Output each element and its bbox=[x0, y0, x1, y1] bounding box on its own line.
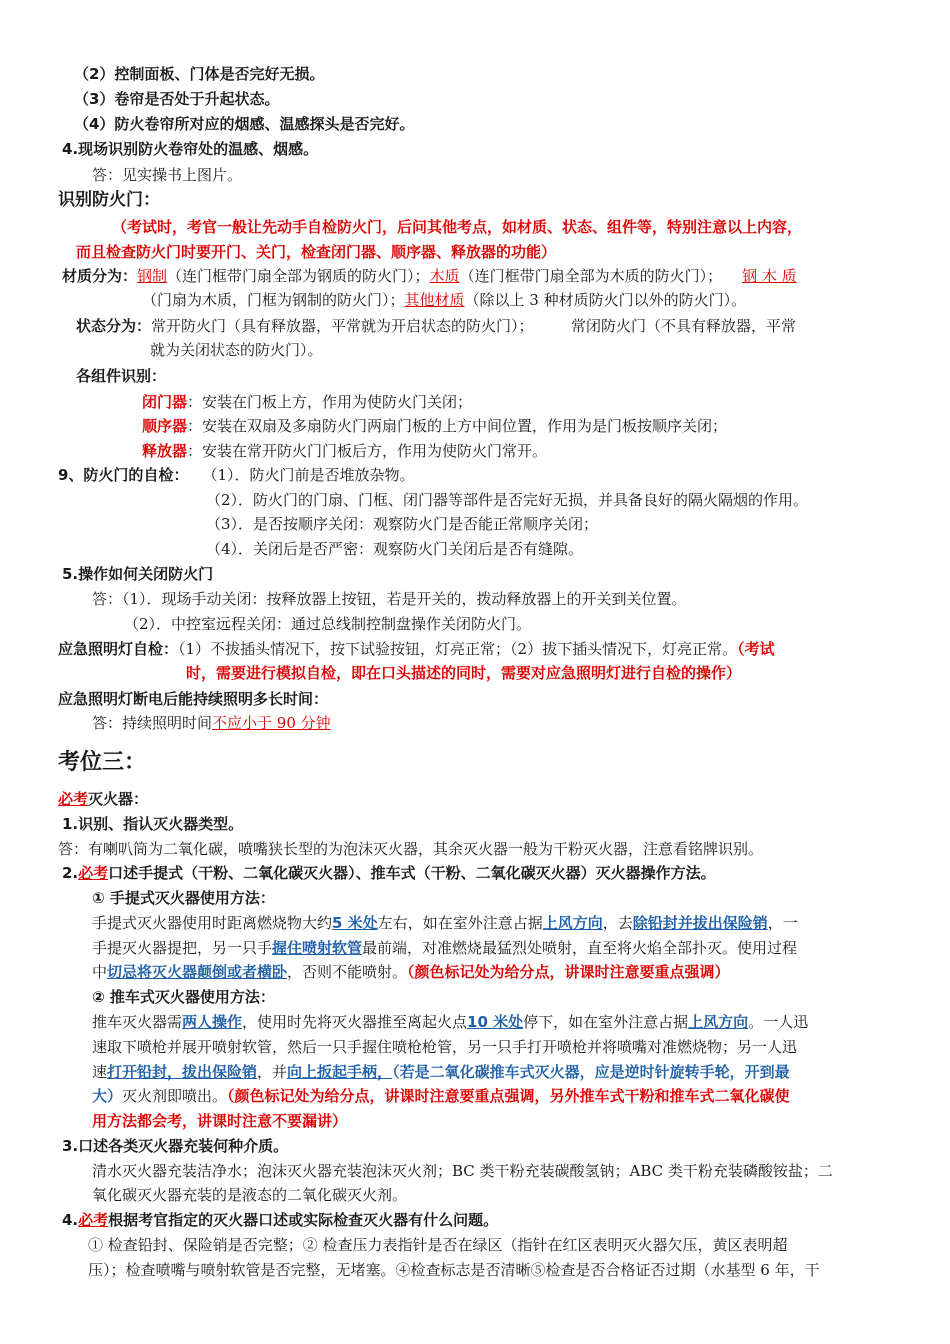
cart-text: 灭火剂即喷出。 bbox=[122, 1087, 228, 1105]
emergency-light-answer-value: 不应小于 90 分钟 bbox=[212, 714, 331, 732]
handheld-text: 手提式灭火器使用时距离燃烧物大约 bbox=[92, 914, 333, 932]
ext-q2-title-line bbox=[62, 863, 716, 883]
ext-q3-line-1: 清水灭火器充装洁净水；泡沫灭火器充装泡沫灭火剂；BC 类干粉充装碳酸氢钠；ABC 类干粉充装磷酸铵盐；二 bbox=[92, 1162, 833, 1180]
ext-q3-title: 3.口述各类灭火器充装何种介质。 bbox=[62, 1137, 289, 1155]
extinguisher-label: 灭火器： bbox=[88, 790, 149, 808]
handheld-key-distance: 5 米处 bbox=[332, 914, 378, 932]
ext-q2-num: 2. bbox=[62, 864, 79, 882]
state-text-2: 就为关闭状态的防火门）。 bbox=[150, 341, 323, 359]
fire-door-note-2: 而且检查防火门时要开门、关门，检查闭门器、顺序器、释放器的功能） bbox=[76, 243, 557, 261]
ext-q4-title-line bbox=[62, 1210, 498, 1230]
cart-key-distance: 10 米处 bbox=[467, 1013, 524, 1031]
material-label: 材质分为： bbox=[62, 267, 138, 285]
handheld-text: ，去 bbox=[602, 914, 633, 932]
cart-key-pin: 打开铅封，拔出保险销 bbox=[107, 1063, 258, 1081]
q5-answer-1: 答：（1）．现场手动关闭：按释放器上按钮，若是开关的，拨动释放器上的开关到关位置。 bbox=[92, 590, 687, 608]
cart-key-handle: 向上扳起手柄， bbox=[287, 1063, 393, 1081]
handheld-key-pin: 除铅封并拔出保险销 bbox=[632, 914, 768, 932]
cart-note-2: 用方法都会考，讲课时注意不要漏讲） bbox=[92, 1112, 348, 1130]
emergency-light-note-a: （考试 bbox=[737, 640, 775, 658]
selfcheck-item-1: （1）．防火门前是否堆放杂物。 bbox=[202, 466, 415, 484]
selfcheck-label: 9、防火门的自检： bbox=[58, 466, 189, 484]
cart-key-co2-end: 大） bbox=[92, 1087, 123, 1105]
material-other-desc: （除以上 3 种材质防火门以外的防火门）。 bbox=[464, 291, 747, 309]
cart-line-4 bbox=[92, 1086, 790, 1106]
sequencer-text: ：安装在双扇及多扇防火门两扇门板的上方中间位置，作用为是门板按顺序关闭； bbox=[187, 417, 728, 435]
material-wood-desc: （连门框带门扇全部为木质的防火门）； bbox=[459, 267, 723, 285]
handheld-text: 左右，如在室外注意占据 bbox=[377, 914, 543, 932]
ext-q1-answer: 答：有喇叭筒为二氧化碳，喷嘴狭长型的为泡沫灭火器，其余灭火器一般为干粉灭火器，注意看铭牌识别。 bbox=[58, 840, 764, 858]
selfcheck-item-3: （3）．是否按顺序关闭：观察防火门是否能正常顺序关闭； bbox=[206, 515, 599, 533]
q4-title: 4.现场识别防火卷帘处的温感、烟感。 bbox=[62, 140, 319, 158]
cart-text: 。一人迅 bbox=[748, 1013, 809, 1031]
ext-q2-must: 必考 bbox=[78, 864, 109, 882]
handheld-line-1 bbox=[92, 913, 798, 933]
material-line-2 bbox=[142, 290, 746, 310]
closer-label: 闭门器 bbox=[142, 393, 188, 411]
ext-q4-title: 根据考官指定的灭火器口述或实际检查灭火器有什么问题。 bbox=[108, 1211, 499, 1229]
selfcheck-item-4: （4）．关闭后是否严密：观察防火门关闭后是否有缝隙。 bbox=[206, 540, 584, 558]
emergency-light-line-1 bbox=[58, 639, 775, 659]
cart-text: ，并 bbox=[257, 1063, 288, 1081]
ext-q3-line-2: 氧化碳灭火器充装的是液态的二氧化碳灭火剂。 bbox=[92, 1186, 408, 1204]
emergency-light-label: 应急照明灯自检： bbox=[58, 640, 179, 658]
handheld-key-hose: 握住喷射软管 bbox=[272, 939, 363, 957]
cart-text: ，使用时先将灭火器推至离起火点 bbox=[242, 1013, 468, 1031]
handheld-text: 手提灭火器提把，另一只手 bbox=[92, 939, 273, 957]
state-text-1: 常开防火门（具有释放器，平常就为开启状态的防火门）； 常闭防火门（不具有释放器，平常 bbox=[151, 317, 797, 335]
cart-title: ② 推车式灭火器使用方法： bbox=[92, 988, 275, 1006]
cart-line-1 bbox=[92, 1012, 808, 1032]
door-check-3: （3）卷帘是否处于升起状态。 bbox=[74, 90, 280, 108]
cart-note: （颜色标记处为给分点，讲课时注意要重点强调，另外推车式干粉和推车式二氧化碳使 bbox=[227, 1087, 790, 1105]
fire-door-heading: 识别防火门： bbox=[58, 190, 160, 210]
sequencer-label: 顺序器 bbox=[142, 417, 188, 435]
selfcheck-line-1 bbox=[58, 465, 415, 485]
material-steel: 钢制 bbox=[137, 267, 168, 285]
handheld-key-upright: 切忌将灭火器颠倒或者横卧 bbox=[107, 963, 288, 981]
extinguisher-heading bbox=[58, 789, 148, 809]
material-steel-desc: （连门框带门扇全部为钢质的防火门）； bbox=[167, 267, 430, 285]
emergency-light-answer-prefix: 答：持续照明时间 bbox=[92, 714, 213, 732]
state-label: 状态分为： bbox=[76, 317, 152, 335]
cart-line-3 bbox=[92, 1062, 790, 1082]
emergency-light-question: 应急照明灯断电后能持续照明多长时间： bbox=[58, 690, 329, 708]
q4-answer: 答：见实操书上图片。 bbox=[92, 166, 243, 184]
releaser-line bbox=[142, 441, 547, 461]
cart-key-upwind: 上风方向 bbox=[688, 1013, 749, 1031]
sequencer-line bbox=[142, 416, 727, 436]
ext-q2-title: 口述手提式（干粉、二氧化碳灭火器）、推车式（干粉、二氧化碳灭火器）灭火器操作方法。 bbox=[108, 864, 716, 882]
emergency-light-note-b: 时，需要进行模拟自检，即在口头描述的同时，需要对应急照明灯进行自检的操作） bbox=[186, 664, 742, 682]
handheld-key-upwind: 上风方向 bbox=[542, 914, 603, 932]
fire-door-note-1: （考试时，考官一般让先动手自检防火门，后问其他考点，如材质、状态、组件等，特别注意以上内容， bbox=[112, 218, 803, 236]
cart-text: 推车灭火器需 bbox=[92, 1013, 183, 1031]
releaser-text: ：安装在常开防火门门板后方，作用为使防火门常开。 bbox=[187, 442, 548, 460]
q5-title: 5.操作如何关闭防火门 bbox=[62, 565, 214, 583]
emergency-light-answer bbox=[92, 713, 331, 733]
handheld-line-3 bbox=[92, 962, 730, 982]
handheld-note: （颜色标记处为给分点，讲课时注意要重点强调） bbox=[407, 963, 730, 981]
ext-q4-line-1: ① 检查铅封、保险销是否完整；② 检查压力表指针是否在绿区（指针在红区表明灭火器欠压，黄区表明超 bbox=[88, 1236, 788, 1254]
ext-q4-must: 必考 bbox=[78, 1211, 109, 1229]
ext-q4-num: 4. bbox=[62, 1211, 79, 1229]
cart-text: 停下，如在室外注意占据 bbox=[523, 1013, 689, 1031]
material-wood: 木质 bbox=[429, 267, 460, 285]
emergency-light-text: （1）不拔插头情况下，按下试验按钮，灯亮正常；（2）拔下插头情况下，灯亮正常。 bbox=[178, 640, 738, 658]
cart-key-co2: （若是二氧化碳推车式灭火器，应是逆时针旋转手轮，开到最 bbox=[392, 1063, 790, 1081]
handheld-text: ，否则不能喷射。 bbox=[287, 963, 408, 981]
cart-line-2: 速取下喷枪并展开喷射软管，然后一只手握住喷枪枪管，另一只手打开喷枪并将喷嘴对准燃烧物；另一人迅 bbox=[92, 1038, 798, 1056]
ext-q1-title: 1.识别、指认灭火器类型。 bbox=[62, 815, 244, 833]
ext-q4-line-2: 压）；检查喷嘴与喷射软管是否完整，无堵塞。④检查标志是否清晰⑤检查是否合格证否过期（水基型 6 年，干 bbox=[88, 1261, 820, 1279]
material-steel-wood: 钢 木 质 bbox=[742, 267, 797, 285]
closer-text: ：安装在门板上方，作用为使防火门关闭； bbox=[187, 393, 473, 411]
must-tag: 必考 bbox=[58, 790, 89, 808]
state-line-1 bbox=[76, 316, 796, 336]
component-label: 各组件识别： bbox=[76, 367, 167, 385]
q5-answer-2: （2）．中控室远程关闭：通过总线制控制盘操作关闭防火门。 bbox=[124, 615, 532, 633]
handheld-text: 中 bbox=[92, 963, 108, 981]
closer-line bbox=[142, 392, 472, 412]
handheld-line-2 bbox=[92, 938, 797, 958]
handheld-title: ① 手提式灭火器使用方法： bbox=[92, 889, 275, 907]
section3-heading: 考位三： bbox=[58, 750, 147, 775]
handheld-text: ，一 bbox=[767, 914, 798, 932]
cart-text: 速 bbox=[92, 1063, 108, 1081]
cart-key-two-people: 两人操作 bbox=[182, 1013, 243, 1031]
material-steel-wood-desc: （门扇为木质，门框为钢制的防火门）； bbox=[142, 291, 405, 309]
handheld-text: 最前端，对准燃烧最猛烈处喷射，直至将火焰全部扑灭。使用过程 bbox=[362, 939, 798, 957]
material-other: 其他材质 bbox=[404, 291, 465, 309]
selfcheck-item-2: （2）．防火门的门扇、门框、闭门器等部件是否完好无损，并具备良好的隔火隔烟的作用。 bbox=[206, 491, 809, 509]
material-line-1 bbox=[62, 266, 797, 286]
releaser-label: 释放器 bbox=[142, 442, 188, 460]
door-check-2: （2）控制面板、门体是否完好无损。 bbox=[74, 65, 325, 83]
door-check-4: （4）防火卷帘所对应的烟感、温感探头是否完好。 bbox=[74, 115, 415, 133]
